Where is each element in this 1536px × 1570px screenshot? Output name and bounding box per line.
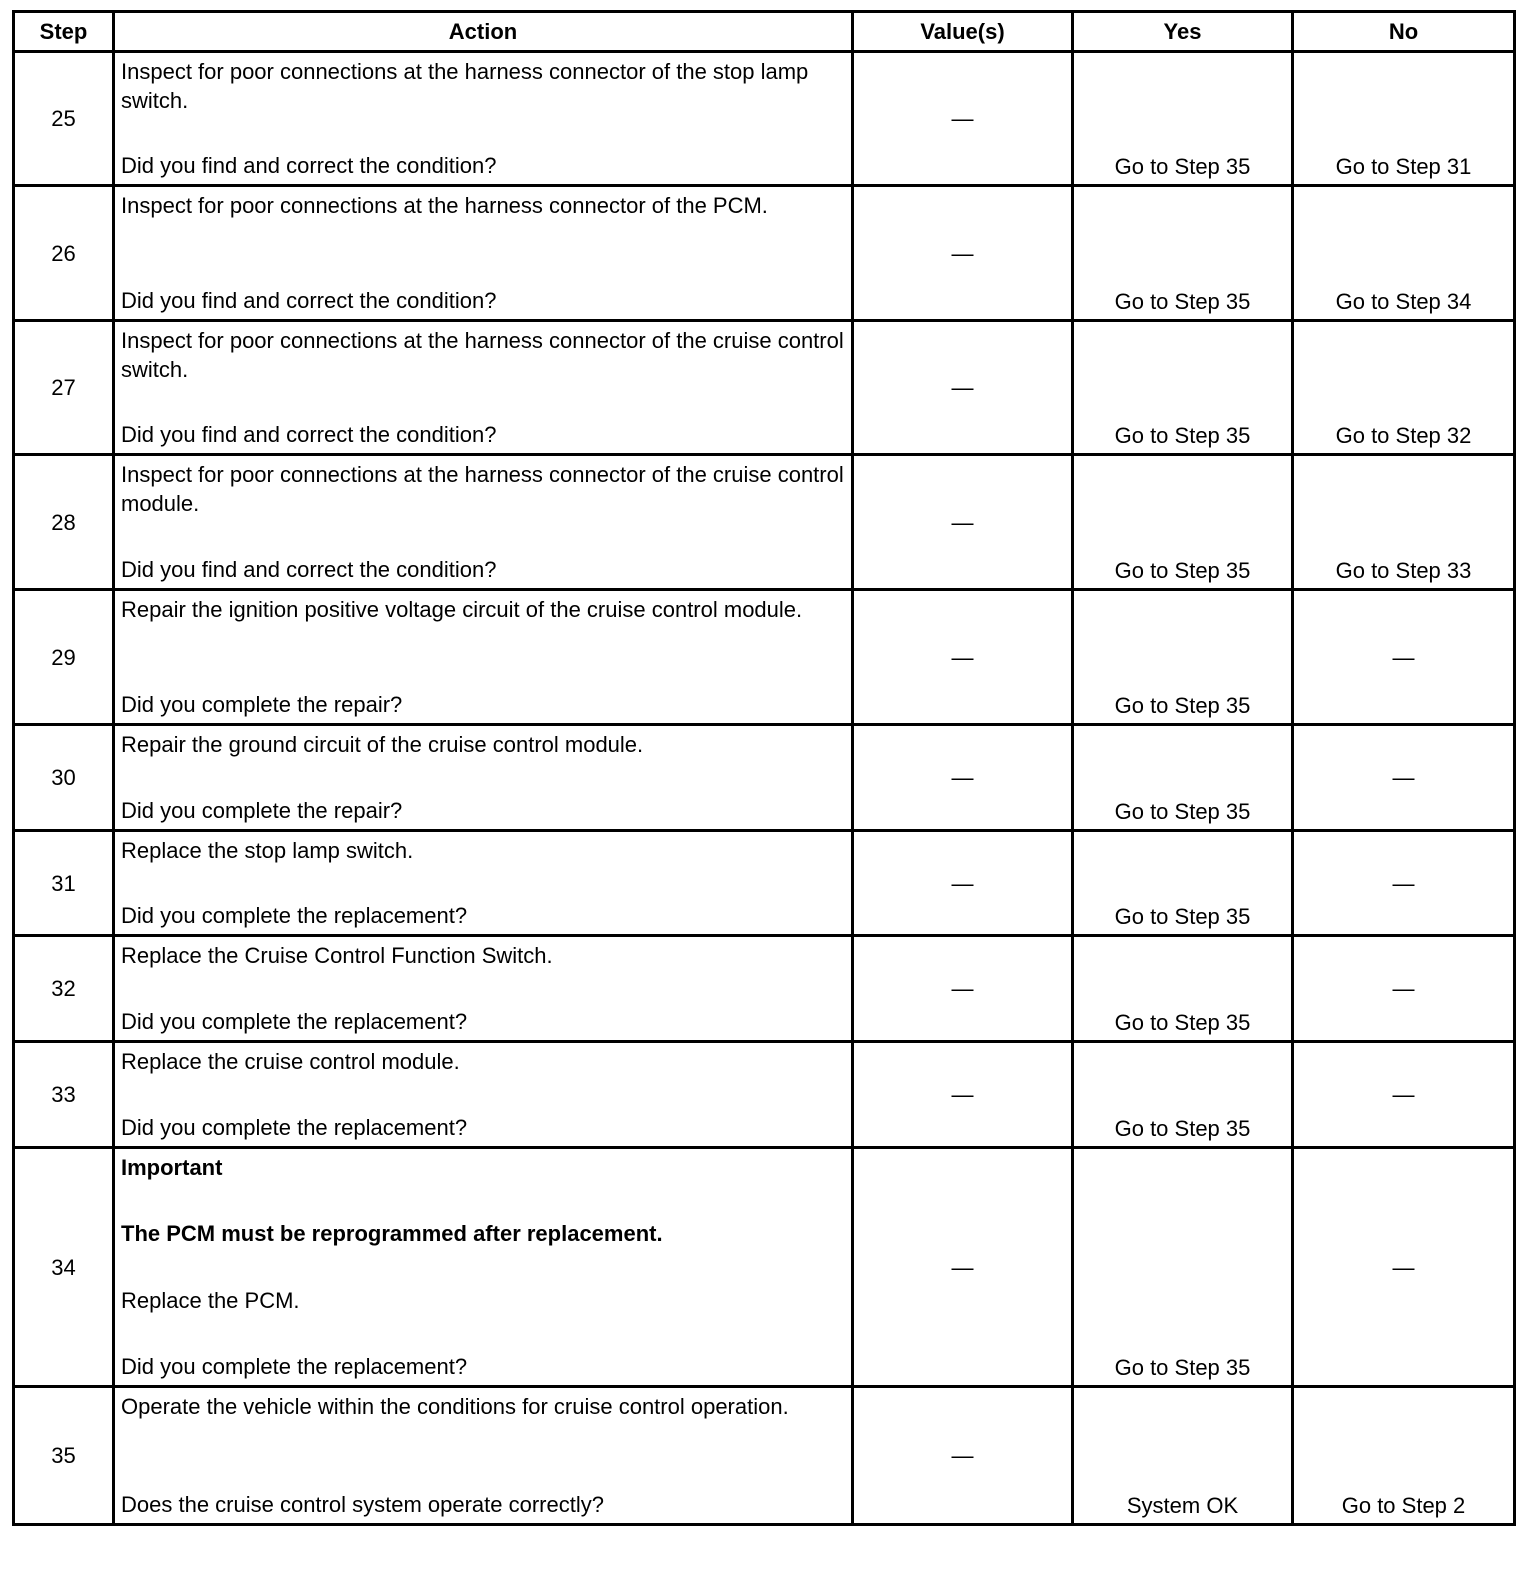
yes-outcome: Go to Step 35: [1073, 590, 1293, 725]
step-number: 34: [14, 1148, 114, 1387]
table-row: [14, 321, 1515, 455]
table-row: [14, 1148, 1515, 1387]
action-question: Did you find and correct the condition?: [121, 153, 497, 178]
step-number: 27: [14, 321, 114, 455]
action-content: [121, 941, 845, 1036]
value-cell: —: [853, 52, 1073, 186]
no-outcome: —: [1293, 936, 1515, 1042]
action-instruction: Replace the Cruise Control Function Switch.: [121, 943, 553, 968]
value-cell: —: [853, 455, 1073, 590]
no-outcome: —: [1293, 1042, 1515, 1148]
action-instruction: Replace the cruise control module.: [121, 1049, 460, 1074]
yes-outcome: System OK: [1073, 1387, 1293, 1525]
yes-outcome: Go to Step 35: [1073, 455, 1293, 590]
table-row: [14, 455, 1515, 590]
action-question: Did you complete the repair?: [121, 692, 403, 717]
value-cell: —: [853, 590, 1073, 725]
value-cell: —: [853, 725, 1073, 831]
no-outcome: —: [1293, 1148, 1515, 1387]
action-instruction: Repair the ignition positive voltage circuit of the cruise control module.: [121, 597, 803, 622]
action-content: [121, 595, 845, 719]
action-cell: [114, 1148, 853, 1387]
yes-outcome: Go to Step 35: [1073, 1148, 1293, 1387]
value-cell: —: [853, 321, 1073, 455]
action-question: Did you find and correct the condition?: [121, 422, 497, 447]
header-values: Value(s): [853, 12, 1073, 52]
no-outcome: Go to Step 32: [1293, 321, 1515, 455]
no-outcome: —: [1293, 725, 1515, 831]
action-question: Did you complete the replacement?: [121, 903, 468, 928]
yes-outcome: Go to Step 35: [1073, 1042, 1293, 1148]
action-cell: [114, 321, 853, 455]
action-cell: [114, 831, 853, 936]
important-note: Important: [121, 1155, 223, 1180]
action-question: Does the cruise control system operate correctly?: [121, 1492, 604, 1517]
diagnostic-table: [12, 10, 1516, 1526]
action-cell: [114, 52, 853, 186]
action-cell: [114, 455, 853, 590]
header-yes: Yes: [1073, 12, 1293, 52]
header-no: No: [1293, 12, 1515, 52]
action-question: Did you complete the replacement?: [121, 1353, 468, 1379]
yes-outcome: Go to Step 35: [1073, 831, 1293, 936]
action-instruction: Repair the ground circuit of the cruise control module.: [121, 732, 644, 757]
action-content: [121, 1047, 845, 1142]
yes-outcome: Go to Step 35: [1073, 936, 1293, 1042]
yes-outcome: Go to Step 35: [1073, 52, 1293, 186]
no-outcome: Go to Step 31: [1293, 52, 1515, 186]
action-question: Did you find and correct the condition?: [121, 557, 497, 582]
no-outcome: Go to Step 33: [1293, 455, 1515, 590]
no-outcome: —: [1293, 590, 1515, 725]
table-row: [14, 186, 1515, 321]
action-cell: [114, 1387, 853, 1525]
action-question: Did you complete the repair?: [121, 798, 403, 823]
step-number: 30: [14, 725, 114, 831]
step-number: 33: [14, 1042, 114, 1148]
action-cell: [114, 590, 853, 725]
yes-outcome: Go to Step 35: [1073, 186, 1293, 321]
table-row: [14, 52, 1515, 186]
table-row: [14, 936, 1515, 1042]
value-cell: —: [853, 186, 1073, 321]
header-step: Step: [14, 12, 114, 52]
step-number: 32: [14, 936, 114, 1042]
step-number: 28: [14, 455, 114, 590]
action-content: [121, 1153, 845, 1381]
value-cell: —: [853, 1387, 1073, 1525]
action-cell: [114, 936, 853, 1042]
action-content: [121, 1392, 845, 1519]
table-row: [14, 590, 1515, 725]
action-instruction: Inspect for poor connections at the harness connector of the stop lamp switch.: [121, 59, 809, 113]
header-row: [14, 12, 1515, 52]
important-note: The PCM must be reprogrammed after replacement.: [121, 1221, 663, 1247]
yes-outcome: Go to Step 35: [1073, 321, 1293, 455]
no-outcome: —: [1293, 831, 1515, 936]
action-cell: [114, 725, 853, 831]
table-row: [14, 831, 1515, 936]
header-action: Action: [114, 12, 853, 52]
table-row: [14, 1387, 1515, 1525]
action-question: Did you complete the replacement?: [121, 1115, 468, 1140]
table-row: [14, 725, 1515, 831]
action-instruction: Replace the PCM.: [121, 1287, 300, 1313]
yes-outcome: Go to Step 35: [1073, 725, 1293, 831]
value-cell: —: [853, 831, 1073, 936]
step-number: 25: [14, 52, 114, 186]
action-instruction: Inspect for poor connections at the harness connector of the cruise control switch.: [121, 328, 844, 382]
no-outcome: Go to Step 2: [1293, 1387, 1515, 1525]
value-cell: —: [853, 1148, 1073, 1387]
action-content: [121, 730, 845, 825]
action-content: [121, 836, 845, 930]
value-cell: —: [853, 1042, 1073, 1148]
action-content: [121, 460, 845, 584]
action-content: [121, 57, 845, 180]
action-cell: [114, 1042, 853, 1148]
action-instruction: Inspect for poor connections at the harness connector of the cruise control module.: [121, 462, 844, 516]
no-outcome: Go to Step 34: [1293, 186, 1515, 321]
step-number: 35: [14, 1387, 114, 1525]
action-instruction: Replace the stop lamp switch.: [121, 838, 414, 863]
action-instruction: Inspect for poor connections at the harness connector of the PCM.: [121, 193, 768, 218]
step-number: 29: [14, 590, 114, 725]
step-number: 31: [14, 831, 114, 936]
table-row: [14, 1042, 1515, 1148]
action-cell: [114, 186, 853, 321]
action-content: [121, 326, 845, 449]
step-number: 26: [14, 186, 114, 321]
action-question: Did you complete the replacement?: [121, 1009, 468, 1034]
action-instruction: Operate the vehicle within the conditions for cruise control operation.: [121, 1394, 789, 1419]
action-question: Did you find and correct the condition?: [121, 288, 497, 313]
value-cell: —: [853, 936, 1073, 1042]
action-content: [121, 191, 845, 315]
